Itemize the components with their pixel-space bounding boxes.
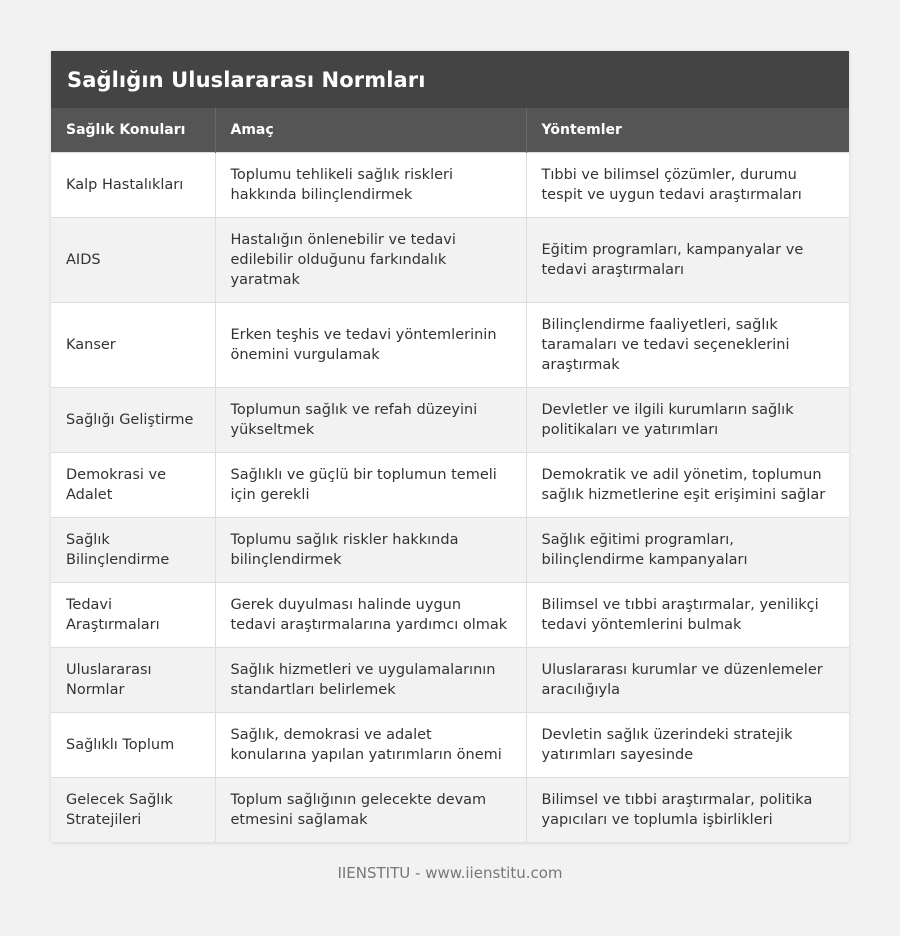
table-row <box>51 517 849 582</box>
cell-topic: Demokrasi ve Adalet <box>51 452 215 517</box>
table-row <box>51 387 849 452</box>
cell-topic: Sağlığı Geliştirme <box>51 387 215 452</box>
cell-purpose: Sağlıklı ve güçlü bir toplumun temeli için gerekli <box>215 452 526 517</box>
cell-topic: Kanser <box>51 302 215 387</box>
table-row <box>51 217 849 302</box>
table-row <box>51 152 849 217</box>
cell-topic: Gelecek Sağlık Stratejileri <box>51 777 215 842</box>
cell-method: Bilimsel ve tıbbi araştırmalar, yenilikçi tedavi yöntemlerini bulmak <box>526 582 849 647</box>
table-row <box>51 647 849 712</box>
column-header-purpose: Amaç <box>215 108 526 152</box>
cell-topic: AIDS <box>51 217 215 302</box>
norms-table <box>51 108 849 842</box>
cell-method: Tıbbi ve bilimsel çözümler, durumu tespit ve uygun tedavi araştırmaları <box>526 152 849 217</box>
cell-method: Eğitim programları, kampanyalar ve tedavi araştırmaları <box>526 217 849 302</box>
cell-purpose: Hastalığın önlenebilir ve tedavi edilebilir olduğunu farkındalık yaratmak <box>215 217 526 302</box>
cell-topic: Kalp Hastalıkları <box>51 152 215 217</box>
table-row <box>51 777 849 842</box>
cell-purpose: Erken teşhis ve tedavi yöntemlerinin önemini vurgulamak <box>215 302 526 387</box>
cell-purpose: Gerek duyulması halinde uygun tedavi araştırmalarına yardımcı olmak <box>215 582 526 647</box>
cell-topic: Uluslararası Normlar <box>51 647 215 712</box>
title-bar <box>51 51 849 108</box>
cell-method: Bilinçlendirme faaliyetleri, sağlık taramaları ve tedavi seçeneklerini araştırmak <box>526 302 849 387</box>
cell-method: Devletler ve ilgili kurumların sağlık politikaları ve yatırımları <box>526 387 849 452</box>
cell-method: Demokratik ve adil yönetim, toplumun sağlık hizmetlerine eşit erişimini sağlar <box>526 452 849 517</box>
cell-purpose: Toplumu sağlık riskler hakkında bilinçlendirmek <box>215 517 526 582</box>
cell-purpose: Toplumun sağlık ve refah düzeyini yükseltmek <box>215 387 526 452</box>
cell-method: Sağlık eğitimi programları, bilinçlendirme kampanyaları <box>526 517 849 582</box>
cell-topic: Tedavi Araştırmaları <box>51 582 215 647</box>
page-title: Sağlığın Uluslararası Normları <box>67 67 426 92</box>
table-row <box>51 452 849 517</box>
table-row <box>51 582 849 647</box>
cell-purpose: Sağlık, demokrasi ve adalet konularına yapılan yatırımların önemi <box>215 712 526 777</box>
table-header <box>51 108 849 152</box>
cell-purpose: Toplum sağlığının gelecekte devam etmesini sağlamak <box>215 777 526 842</box>
cell-method: Bilimsel ve tıbbi araştırmalar, politika yapıcıları ve toplumla işbirlikleri <box>526 777 849 842</box>
table-card <box>51 51 849 842</box>
cell-purpose: Toplumu tehlikeli sağlık riskleri hakkında bilinçlendirmek <box>215 152 526 217</box>
cell-purpose: Sağlık hizmetleri ve uygulamalarının standartları belirlemek <box>215 647 526 712</box>
column-header-topics: Sağlık Konuları <box>51 108 215 152</box>
footer-credit: IIENSTITU - www.iienstitu.com <box>337 864 563 882</box>
cell-method: Uluslararası kurumlar ve düzenlemeler aracılığıyla <box>526 647 849 712</box>
table-row <box>51 712 849 777</box>
table-body <box>51 152 849 842</box>
cell-topic: Sağlık Bilinçlendirme <box>51 517 215 582</box>
cell-method: Devletin sağlık üzerindeki stratejik yatırımları sayesinde <box>526 712 849 777</box>
column-header-methods: Yöntemler <box>526 108 849 152</box>
table-row <box>51 302 849 387</box>
cell-topic: Sağlıklı Toplum <box>51 712 215 777</box>
